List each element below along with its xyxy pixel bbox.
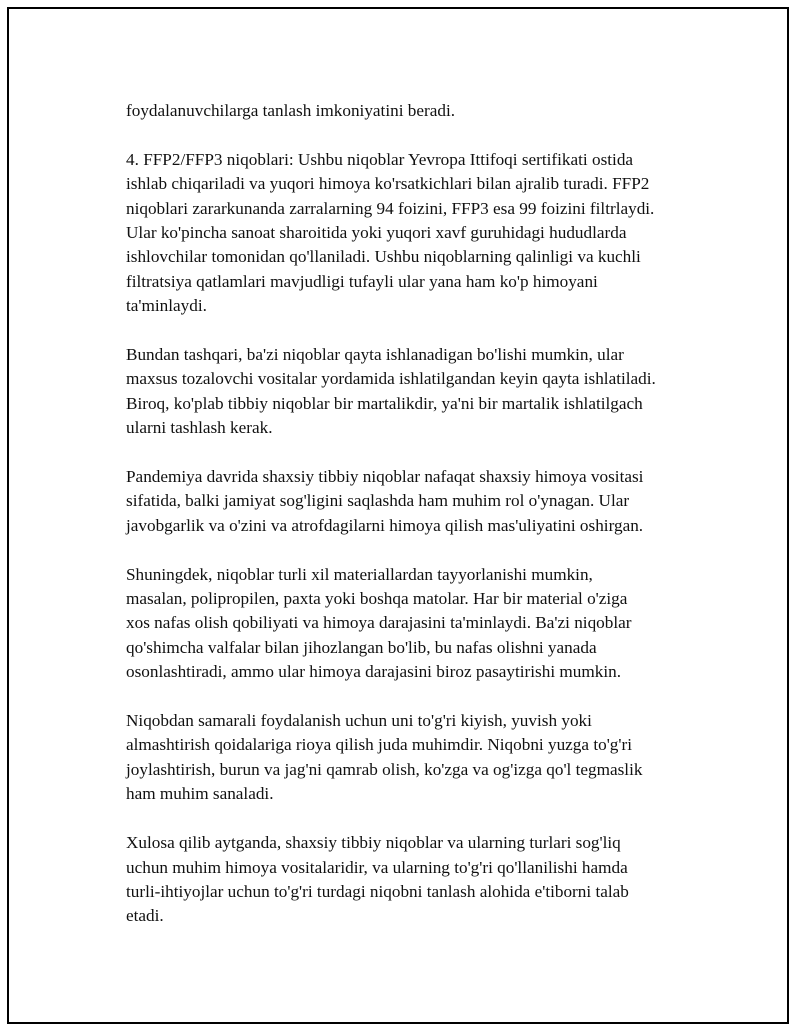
paragraph-continuation: foydalanuvchilarga tanlash imkoniyatini beradi.: [126, 101, 456, 120]
page-frame: [7, 7, 789, 1024]
paragraph-pandemic-role: Pandemiya davrida shaxsiy tibbiy niqoblar nafaqat shaxsiy himoya vositasi sifatida, balki jamiyat sog'ligini saqlashda ham muhim rol o'ynagan. Ular javobgarlik va o'zini va atrofdagilarni himoya qilish mas'uliyatini oshirgan.: [126, 467, 644, 535]
paragraph-reusable-masks: Bundan tashqari, ba'zi niqoblar qayta ishlanadigan bo'lishi mumkin, ular maxsus tozalovchi vositalar yordamida ishlatilgandan keyin qayta ishlatiladi. Biroq, ko'plab tibbiy niqoblar bir martalikdir, ya'ni bir martalik ishlatilgach ularni tashlash kerak.: [126, 345, 656, 438]
paragraph-materials: Shuningdek, niqoblar turli xil materiallardan tayyorlanishi mumkin, masalan, polipropilen, paxta yoki boshqa matolar. Har bir material o'ziga xos nafas olish qobiliyati va himoya darajasini ta'minlaydi. Ba'zi niqoblar qo'shimcha valfalar bilan jihozlangan bo'lib, bu nafas olishni yanada osonlashtiradi, ammo ular himoya darajasini biroz pasaytirishi mumkin.: [126, 564, 632, 682]
paragraph-ffp2-ffp3-masks: 4. FFP2/FFP3 niqoblari: Ushbu niqoblar Yevropa Ittifoqi sertifikati ostida ishlab chiqariladi va yuqori himoya ko'rsatkichlari bilan ajralib turadi. FFP2 niqoblari zararkunanda zarralarning 94 foizini, FFP3 esa 99 foizini filtrlaydi. Ular ko'pincha sanoat sharoitida yoki yuqori xavf guruhidagi hududlarda ishlovchilar tomonidan qo'llaniladi. Ushbu niqoblarning qalinligi va kuchli filtratsiya qatlamlari mavjudligi tufayli ular yana ham ko'p himoyani ta'minlaydi.: [126, 149, 655, 316]
document-body: [126, 99, 701, 953]
paragraph-proper-use: Niqobdan samarali foydalanish uchun uni to'g'ri kiyish, yuvish yoki almashtirish qoidalariga rioya qilish juda muhimdir. Niqobni yuzga to'g'ri joylashtirish, burun va jag'ni qamrab olish, ko'zga va og'izga qo'l tegmaslik ham muhim sanaladi.: [126, 711, 643, 804]
paragraph-conclusion: Xulosa qilib aytganda, shaxsiy tibbiy niqoblar va ularning turlari sog'liq uchun muhim himoya vositalaridir, va ularning to'g'ri qo'llanilishi hamda turli-ihtiyojlar uchun to'g'ri turdagi niqobni tanlash alohida e'tiborni talab etadi.: [126, 833, 629, 926]
